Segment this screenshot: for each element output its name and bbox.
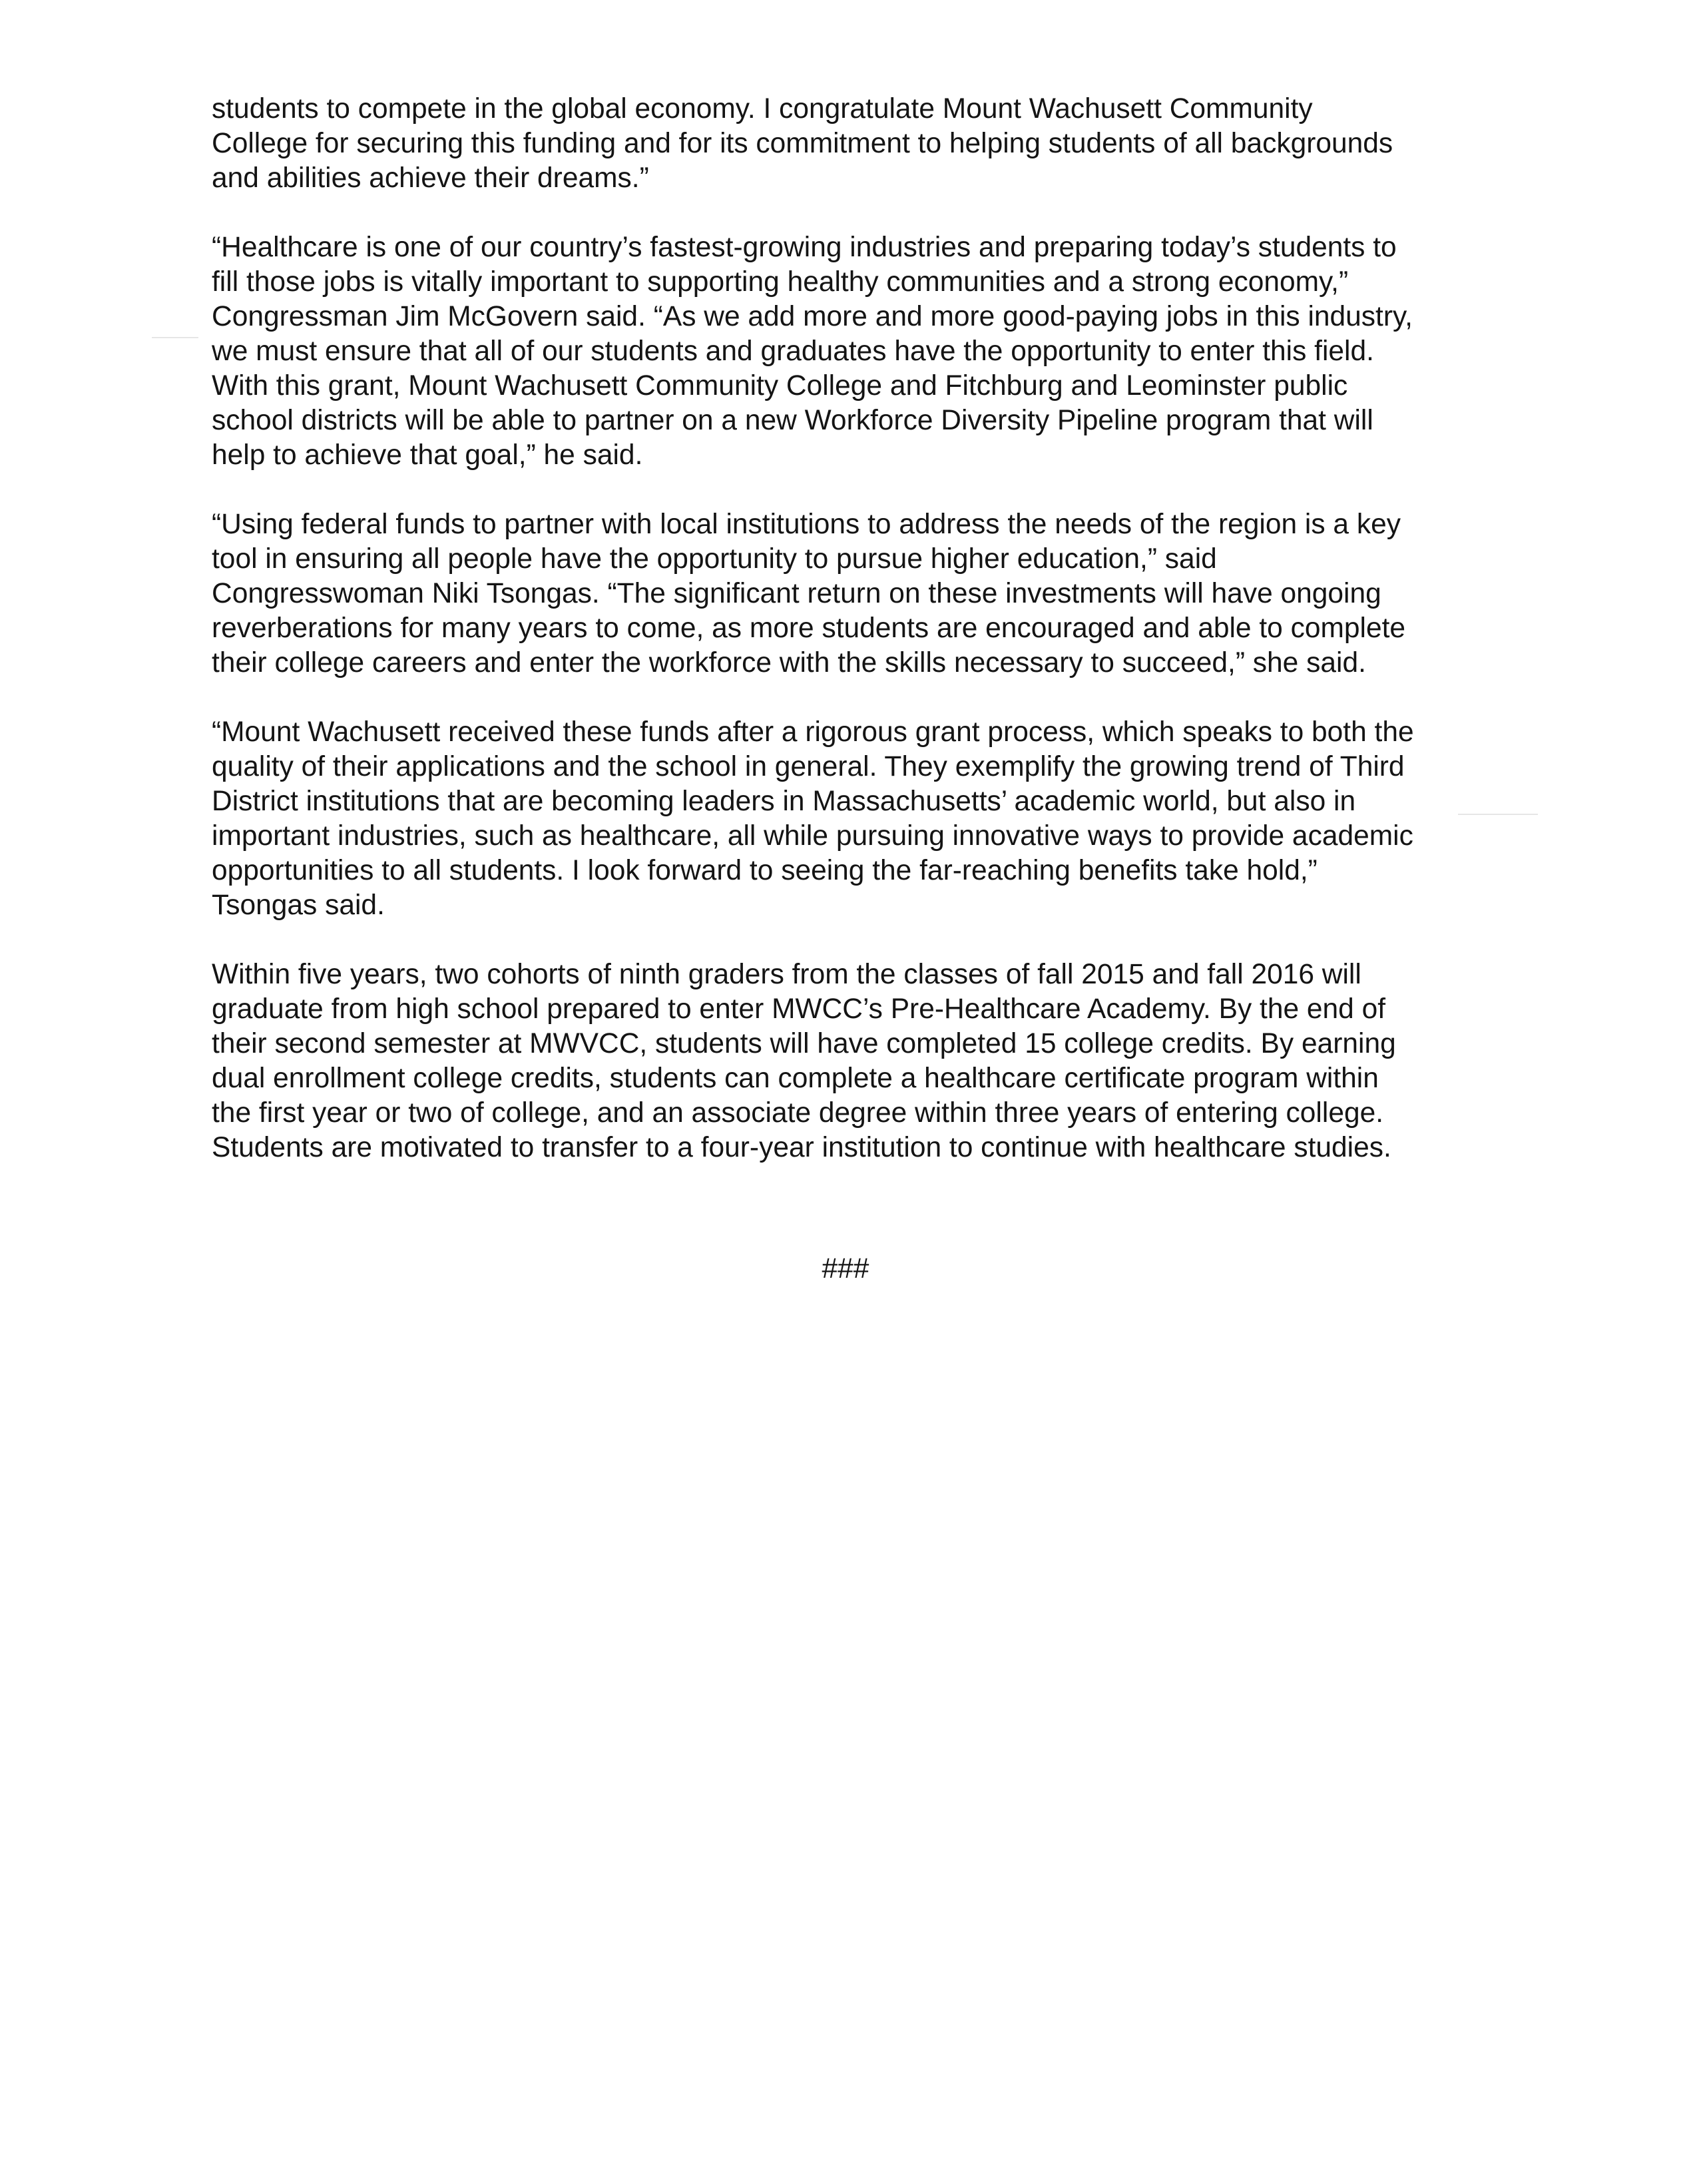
text-line: students to compete in the global economy. I congratulate Mount Wachusett Community bbox=[212, 93, 1313, 125]
document-body bbox=[212, 92, 1517, 1200]
paragraph-1 bbox=[212, 92, 1517, 196]
text-line: District institutions that are becoming leaders in Massachusetts’ academic world, but also in bbox=[212, 786, 1356, 817]
text-line: Congresswoman Niki Tsongas. “The significant return on these investments will have ongoing bbox=[212, 578, 1381, 609]
text-line: With this grant, Mount Wachusett Community College and Fitchburg and Leominster public bbox=[212, 370, 1348, 402]
scan-artifact-line bbox=[1458, 814, 1538, 815]
text-line: Students are motivated to transfer to a four-year institution to continue with healthcare studies. bbox=[212, 1132, 1391, 1163]
text-line: “Healthcare is one of our country’s fastest-growing industries and preparing today’s students to bbox=[212, 232, 1397, 263]
paragraph-5 bbox=[212, 957, 1517, 1165]
text-line: quality of their applications and the school in general. They exemplify the growing trend of Third bbox=[212, 751, 1405, 782]
text-line: we must ensure that all of our students and graduates have the opportunity to enter this field. bbox=[212, 336, 1374, 367]
text-line: fill those jobs is vitally important to supporting healthy communities and a strong economy,” bbox=[212, 266, 1349, 298]
text-line: their college careers and enter the workforce with the skills necessary to succeed,” she said. bbox=[212, 647, 1366, 679]
text-line: graduate from high school prepared to enter MWCC’s Pre-Healthcare Academy. By the end of bbox=[212, 993, 1386, 1025]
text-line: College for securing this funding and for its commitment to helping students of all backgrounds bbox=[212, 128, 1393, 159]
paragraph-4 bbox=[212, 715, 1517, 923]
text-line: dual enrollment college credits, students can complete a healthcare certificate program within bbox=[212, 1063, 1379, 1094]
text-line: important industries, such as healthcare, all while pursuing innovative ways to provide academic bbox=[212, 820, 1413, 852]
text-line: school districts will be able to partner on a new Workforce Diversity Pipeline program that will bbox=[212, 405, 1373, 436]
text-line: “Mount Wachusett received these funds after a rigorous grant process, which speaks to both the bbox=[212, 716, 1414, 748]
text-line: Congressman Jim McGovern said. “As we add more and more good-paying jobs in this industry, bbox=[212, 301, 1413, 332]
text-line: opportunities to all students. I look forward to seeing the far-reaching benefits take hold,” bbox=[212, 855, 1318, 886]
end-of-release-mark: ### bbox=[822, 1253, 869, 1284]
scan-artifact-line bbox=[152, 337, 198, 338]
text-line: tool in ensuring all people have the opportunity to pursue higher education,” said bbox=[212, 543, 1217, 575]
text-line: and abilities achieve their dreams.” bbox=[212, 162, 649, 194]
text-line: the first year or two of college, and an associate degree within three years of entering college. bbox=[212, 1097, 1384, 1129]
text-line: their second semester at MWVCC, students will have completed 15 college credits. By earning bbox=[212, 1028, 1396, 1059]
paragraph-2 bbox=[212, 230, 1517, 473]
text-line: help to achieve that goal,” he said. bbox=[212, 439, 643, 471]
text-line: Tsongas said. bbox=[212, 890, 385, 921]
paragraph-3 bbox=[212, 507, 1517, 681]
text-line: “Using federal funds to partner with local institutions to address the needs of the region is a key bbox=[212, 509, 1401, 540]
text-line: reverberations for many years to come, as more students are encouraged and able to complete bbox=[212, 613, 1406, 644]
text-line: Within five years, two cohorts of ninth graders from the classes of fall 2015 and fall 2016 will bbox=[212, 959, 1361, 990]
